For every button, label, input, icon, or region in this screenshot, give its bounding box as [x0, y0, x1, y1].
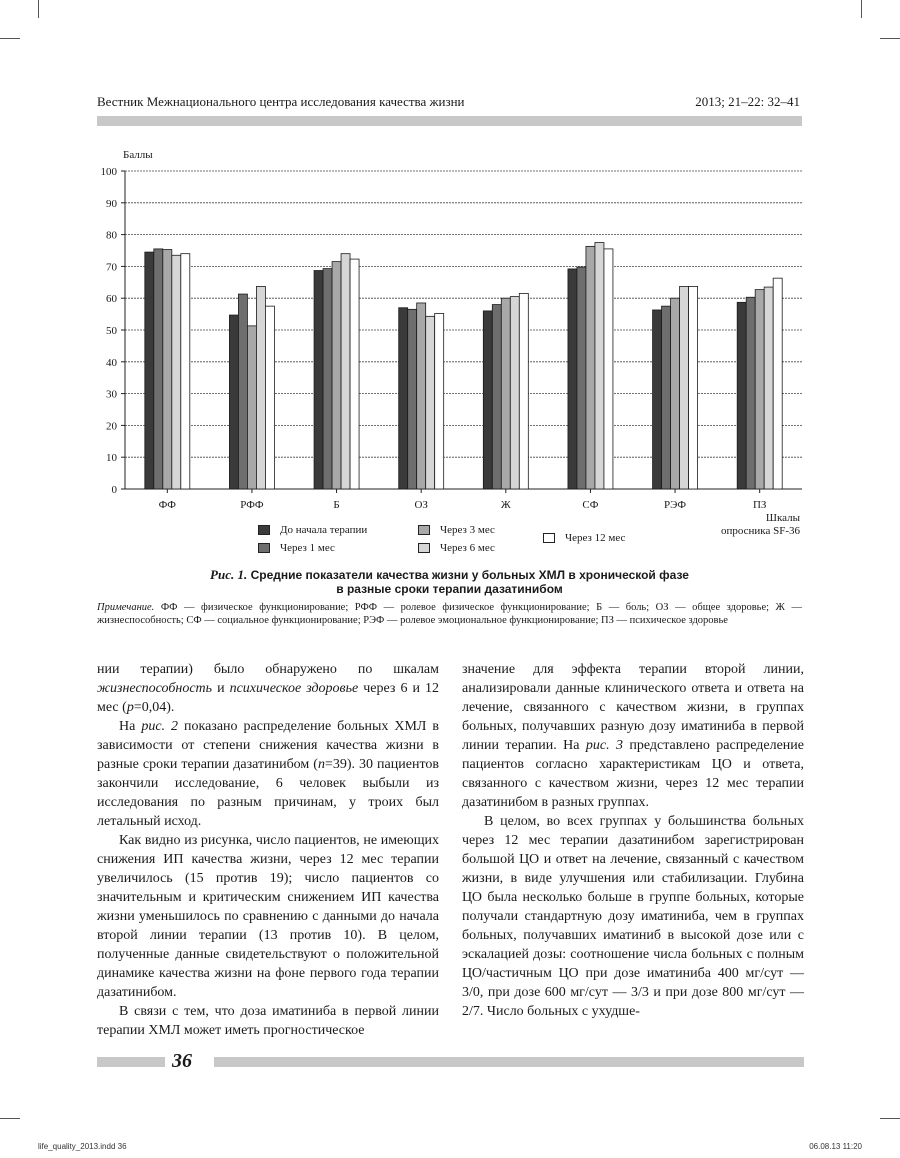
- bar: [653, 310, 662, 489]
- x-tick-label: ПЗ: [752, 499, 767, 510]
- bar: [408, 309, 417, 489]
- bar: [435, 313, 444, 489]
- x-tick-label: РЭФ: [664, 499, 687, 510]
- bar: [332, 262, 341, 489]
- bar: [568, 269, 577, 489]
- bar: [399, 308, 408, 489]
- x-axis-title-line: опросника SF-36: [720, 525, 800, 537]
- legend-label: До начала терапии: [280, 524, 368, 536]
- y-tick-label: 10: [106, 452, 117, 465]
- bar: [154, 249, 163, 489]
- paragraph: На рис. 2 показано распределение больных ХМЛ в зависимости от степени снижения качества жизни в разные сроки терапии дазатинибом (n=39). 30 пациентов закончили исследование, 6 человек выбыли из исследования по разным причинам, у троих был летальный исход.: [97, 719, 440, 829]
- legend-item-6-months: [418, 542, 495, 554]
- paragraph: В целом, во всех группах у большинства больных через 12 мес терапии дазатинибом зарегистрирован большой ЦО и ответ на лечение, связанный с качеством жизни, в виде улучшения или стабилизации. Глубина ЦО была несколько больше в группе больных, которые получали стандартную дозу иматиниба, чем в группах больных, получавших иматиниб в высокой дозе или с эскалацией дозы: соотношение числа больных с полным ЦО/частичным ЦО при дозе иматиниба 400 мг/сут — 3/0, при дозе 600 мг/сут — 3/3 и при дозе 800 мг/сут — 2/7. Число больных с ухудше-: [462, 814, 804, 1019]
- legend-label: Через 12 мес: [565, 532, 626, 544]
- bar: [662, 306, 671, 489]
- text-column-right: [462, 660, 804, 1021]
- y-tick-label: 30: [106, 388, 117, 401]
- bar: [577, 267, 586, 489]
- legend-label: Через 3 мес: [440, 524, 495, 536]
- bar: [323, 269, 332, 489]
- y-tick-label: 90: [106, 197, 117, 210]
- paragraph: В связи с тем, что доза иматиниба в первой линии терапии ХМЛ может иметь прогностическое: [97, 1004, 439, 1038]
- bar: [426, 316, 435, 489]
- bar: [181, 254, 190, 489]
- paragraph: значение для эффекта терапии второй линии, анализировали данные клинического ответа и ответа на лечение, связанного с качеством жизни, в группах больных, получавших разную дозу иматиниба в первой линии терапии. На рис. 3 представлено распределение пациентов согласно характеристикам ЦО и ответа, связанного с качеством жизни, через 12 мес терапии дазатинибом в разных группах.: [462, 662, 804, 810]
- bar: [680, 286, 689, 489]
- bar: [746, 297, 755, 489]
- issue-info: 2013; 21–22: 32–41: [695, 94, 800, 109]
- bar: [247, 326, 256, 489]
- header-rule: [97, 116, 802, 126]
- crop-mark: [861, 0, 862, 18]
- x-tick-label: ФФ: [158, 499, 177, 510]
- paragraph: нии терапии) было обнаружено по шкалам жизнеспособность и психическое здоровье через 6 и 12 мес (p=0,04).: [97, 662, 439, 715]
- y-tick-label: 40: [106, 356, 117, 369]
- print-slug-stamp: 06.08.13 11:20: [809, 1142, 862, 1151]
- crop-mark: [38, 0, 39, 18]
- bar: [501, 298, 510, 489]
- x-tick-label: РФФ: [240, 499, 264, 510]
- bar: [341, 254, 350, 489]
- chart-legend: [258, 522, 678, 562]
- footer-rule: [97, 1057, 165, 1067]
- bar: [314, 271, 323, 489]
- y-tick-label: 100: [100, 166, 117, 178]
- legend-swatch: [543, 533, 555, 543]
- legend-swatch: [258, 543, 270, 553]
- legend-item-12-months: [543, 532, 625, 544]
- bar: [604, 249, 613, 489]
- page-number: 36: [172, 1050, 192, 1072]
- bar: [238, 294, 247, 489]
- x-tick-label: СФ: [582, 499, 599, 510]
- x-tick-label: Б: [333, 499, 340, 510]
- bar: [737, 302, 746, 489]
- bar: [483, 311, 492, 489]
- caption-line: в разные сроки терапии дазатинибом: [336, 582, 563, 596]
- caption-line: Средние показатели качества жизни у больных ХМЛ в хронической фазе: [250, 568, 689, 582]
- legend-swatch: [418, 543, 430, 553]
- crop-mark: [0, 38, 20, 39]
- legend-item-3-months: [418, 524, 495, 536]
- bar: [595, 243, 604, 489]
- bar-chart: [90, 140, 810, 510]
- y-tick-label: 80: [106, 229, 117, 242]
- bar: [417, 303, 426, 489]
- x-axis-title: [721, 512, 800, 538]
- y-tick-label: 20: [106, 420, 117, 433]
- bar: [519, 293, 528, 489]
- y-tick-label: 0: [111, 484, 117, 496]
- y-tick-label: 70: [106, 261, 117, 274]
- legend-item-1-month: [258, 542, 335, 554]
- bar: [510, 297, 519, 489]
- y-tick-label: 60: [106, 293, 117, 306]
- bar: [671, 298, 680, 489]
- print-slug-file: life_quality_2013.indd 36: [38, 1142, 127, 1151]
- legend-swatch: [418, 525, 430, 535]
- note-text: ФФ — физическое функционирование; РФФ — ролевое физическое функционирование; Б — боль; ОЗ — общее здоровье; Ж — жизнеспособность; СФ — социальное функционирование; РЭФ — ролевое эмоциональное функционирование; ПЗ — психическое здоровье: [97, 602, 803, 626]
- note-label: Примечание.: [97, 602, 155, 613]
- bar: [145, 252, 154, 489]
- x-tick-label: ОЗ: [414, 499, 428, 510]
- text-column-left: [97, 660, 439, 1040]
- legend-label: Через 1 мес: [280, 542, 335, 554]
- caption-lead: Рис. 1.: [210, 567, 248, 582]
- legend-item-before-therapy: [258, 524, 367, 536]
- bar: [256, 286, 265, 489]
- figure-note: [97, 602, 802, 627]
- legend-label: Через 6 мес: [440, 542, 495, 554]
- crop-mark: [880, 1118, 900, 1119]
- x-tick-label: Ж: [500, 499, 511, 510]
- bar: [492, 305, 501, 489]
- paragraph: Как видно из рисунка, число пациентов, не имеющих снижения ИП качества жизни, через 12 мес терапии увеличилось (15 против 19); число пациентов со значительным и критическим снижением ИП качества жизни уменьшилось по сравнению с данными до начала второй линии терапии (13 против 10). В целом, полученные данные свидетельствуют о положительной динамике качества жизни на фоне первого года терапии дазатинибом.: [97, 833, 439, 1000]
- legend-swatch: [258, 525, 270, 535]
- bar: [229, 315, 238, 489]
- bar: [773, 278, 782, 489]
- journal-title: Вестник Межнационального центра исследования качества жизни: [97, 94, 465, 109]
- bar: [350, 259, 359, 489]
- bar: [172, 255, 181, 489]
- footer-rule: [214, 1057, 804, 1067]
- bar: [689, 286, 698, 489]
- y-tick-label: 50: [106, 325, 117, 337]
- bar: [764, 287, 773, 489]
- bar: [265, 306, 274, 489]
- y-axis-title: Баллы: [123, 149, 153, 161]
- bar: [586, 246, 595, 489]
- crop-mark: [0, 1118, 20, 1119]
- bar: [755, 290, 764, 489]
- bar: [163, 250, 172, 489]
- crop-mark: [880, 38, 900, 39]
- figure-caption: [97, 568, 802, 596]
- x-axis-title-line: Шкалы: [765, 512, 800, 524]
